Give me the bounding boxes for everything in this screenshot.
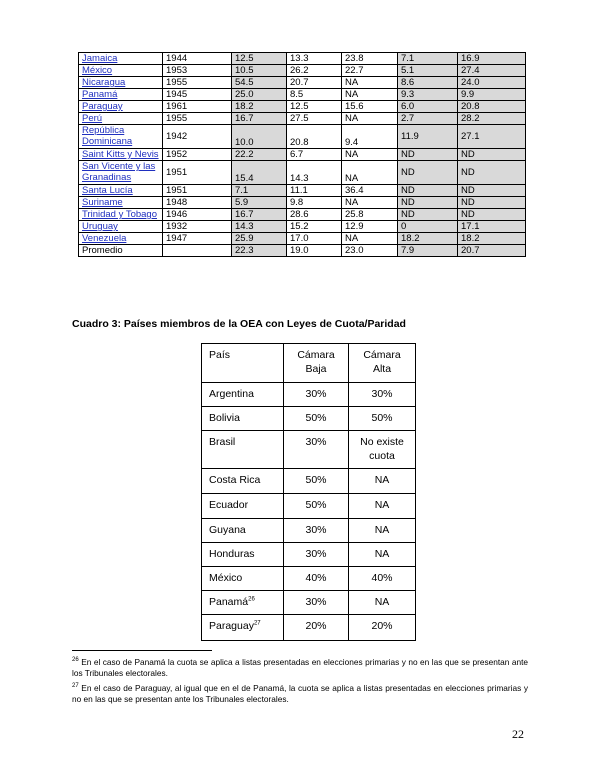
country-link-venezuela[interactable]: Venezuela	[82, 233, 127, 244]
value-cell: 5.9	[232, 197, 287, 209]
value-cell: 16.9	[458, 53, 526, 65]
value-cell: 27.4	[458, 65, 526, 77]
lower-quota-cell: 50%	[284, 494, 349, 519]
table-row	[79, 149, 526, 161]
value-cell: 15.6	[342, 101, 398, 113]
value-cell: 54.5	[232, 77, 287, 89]
year-cell: 1944	[163, 53, 232, 65]
footnote-ref-26[interactable]: 26	[248, 596, 255, 603]
value-cell: NA	[342, 161, 398, 185]
value-cell: 17.0	[287, 233, 342, 245]
value-cell: 16.7	[232, 209, 287, 221]
year-cell: 1951	[163, 161, 232, 185]
value-cell: 8.6	[398, 77, 458, 89]
table-row	[79, 77, 526, 89]
lower-quota-cell: 30%	[284, 519, 349, 543]
value-cell: 24.0	[458, 77, 526, 89]
value-cell: 14.3	[287, 161, 342, 185]
table-row	[202, 494, 416, 519]
table-caption: Cuadro 3: Países miembros de la OEA con Leyes de Cuota/Paridad	[72, 318, 406, 330]
upper-quota-cell: 20%	[349, 615, 416, 641]
footnote-mark: 27	[72, 683, 79, 690]
country-link-jamaica[interactable]: Jamaica	[82, 53, 118, 64]
value-cell: 8.5	[287, 89, 342, 101]
year-cell: 1932	[163, 221, 232, 233]
table-row	[79, 161, 526, 185]
table-row	[79, 65, 526, 77]
country-link-panama[interactable]: Panamá	[82, 89, 118, 100]
country-cell: Argentina	[202, 383, 284, 407]
lower-quota-cell: 30%	[284, 591, 349, 615]
year-cell: 1945	[163, 89, 232, 101]
value-cell: 19.0	[287, 245, 342, 257]
table-row	[202, 469, 416, 494]
value-cell: 20.8	[458, 101, 526, 113]
footnote-ref-27[interactable]: 27	[253, 620, 261, 627]
value-cell: ND	[458, 209, 526, 221]
value-cell: 27.1	[458, 125, 526, 149]
value-cell: NA	[342, 89, 398, 101]
value-cell: 10.0	[232, 125, 287, 149]
value-cell: ND	[458, 185, 526, 197]
year-cell: 1948	[163, 197, 232, 209]
upper-quota-cell: 50%	[349, 407, 416, 431]
value-cell: 18.2	[232, 101, 287, 113]
value-cell: 9.9	[458, 89, 526, 101]
header-upper-chamber: Cámara Alta	[349, 344, 416, 383]
year-cell: 1952	[163, 149, 232, 161]
quota-law-table	[201, 343, 416, 641]
upper-quota-cell: No existe cuota	[349, 431, 416, 469]
value-cell: ND	[398, 209, 458, 221]
country-link-peru[interactable]: Perú	[82, 113, 103, 124]
country-data-table	[78, 52, 526, 257]
value-cell: 6.7	[287, 149, 342, 161]
lower-quota-cell: 20%	[284, 615, 349, 641]
country-cell: Ecuador	[202, 494, 284, 519]
value-cell: ND	[398, 185, 458, 197]
value-cell: NA	[342, 149, 398, 161]
country-link-saint-kitts-y-nevis[interactable]: Saint Kitts y Nevis	[82, 149, 159, 160]
country-link-suriname[interactable]: Suriname	[82, 197, 123, 208]
value-cell: 9.8	[287, 197, 342, 209]
value-cell: 11.1	[287, 185, 342, 197]
value-cell: 13.3	[287, 53, 342, 65]
country-link-paraguay[interactable]: Paraguay	[82, 101, 123, 112]
table-row	[202, 431, 416, 469]
value-cell: 14.3	[232, 221, 287, 233]
value-cell: 11.9	[398, 125, 458, 149]
lower-quota-cell: 50%	[284, 469, 349, 494]
lower-quota-cell: 40%	[284, 567, 349, 591]
value-cell: 9.3	[398, 89, 458, 101]
value-cell: 12.5	[232, 53, 287, 65]
value-cell: 15.2	[287, 221, 342, 233]
table-row	[79, 101, 526, 113]
value-cell: 20.7	[458, 245, 526, 257]
country-link-santa-lucia[interactable]: Santa Lucía	[82, 185, 133, 196]
value-cell: NA	[342, 77, 398, 89]
table-header-row	[202, 344, 416, 383]
value-cell: 16.7	[232, 113, 287, 125]
table-row	[79, 233, 526, 245]
value-cell: 22.3	[232, 245, 287, 257]
value-cell: 25.0	[232, 89, 287, 101]
table-row	[79, 197, 526, 209]
value-cell: NA	[342, 113, 398, 125]
country-cell: México	[202, 567, 284, 591]
table-row	[79, 53, 526, 65]
country-link-san-vicente-y-las-granadinas[interactable]: San Vicente y las Granadinas	[82, 161, 156, 183]
footnote-mark: 26	[72, 657, 79, 664]
year-cell: 1942	[163, 125, 232, 149]
lower-quota-cell: 30%	[284, 543, 349, 567]
header-lower-chamber: Cámara Baja	[284, 344, 349, 383]
value-cell: 12.9	[342, 221, 398, 233]
value-cell: 22.2	[232, 149, 287, 161]
year-cell: 1946	[163, 209, 232, 221]
country-cell: Panamá$^{26}$	[202, 591, 284, 615]
value-cell: 5.1	[398, 65, 458, 77]
country-link-uruguay[interactable]: Uruguay	[82, 221, 118, 232]
value-cell: 6.0	[398, 101, 458, 113]
table-row	[202, 615, 416, 641]
value-cell: NA	[342, 233, 398, 245]
value-cell: 12.5	[287, 101, 342, 113]
upper-quota-cell: 30%	[349, 383, 416, 407]
value-cell: 18.2	[458, 233, 526, 245]
value-cell: 10.5	[232, 65, 287, 77]
country-cell: Paraguay$^{27}$	[202, 615, 284, 641]
value-cell: 25.8	[342, 209, 398, 221]
country-cell: Bolivia	[202, 407, 284, 431]
footnote-27: $^{27}$ En el caso de Paraguay, al igual que en el de Panamá, la cuota se aplica a listas presentadas en elecciones primarias y no en las que se presentan ante los Tribunales electorales.	[72, 683, 528, 704]
value-cell: ND	[398, 149, 458, 161]
year-cell: 1953	[163, 65, 232, 77]
lower-quota-cell: 30%	[284, 431, 349, 469]
upper-quota-cell: NA	[349, 591, 416, 615]
value-cell: 26.2	[287, 65, 342, 77]
year-cell: 1955	[163, 77, 232, 89]
value-cell: 0	[398, 221, 458, 233]
value-cell: ND	[458, 161, 526, 185]
upper-quota-cell: NA	[349, 494, 416, 519]
country-link-mexico[interactable]: México	[82, 65, 113, 76]
value-cell: 23.8	[342, 53, 398, 65]
value-cell: 17.1	[458, 221, 526, 233]
value-cell: 28.2	[458, 113, 526, 125]
value-cell: 2.7	[398, 113, 458, 125]
value-cell: 23.0	[342, 245, 398, 257]
footnote-26: $^{26}$ En el caso de Panamá la cuota se aplica a listas presentadas en elecciones primarias y no en las que se presentan ante los Tribunales electorales.	[72, 657, 528, 678]
country-cell: Costa Rica	[202, 469, 284, 494]
value-cell: 22.7	[342, 65, 398, 77]
value-cell: 7.1	[232, 185, 287, 197]
value-cell: 28.6	[287, 209, 342, 221]
value-cell: 15.4	[232, 161, 287, 185]
value-cell: 9.4	[342, 125, 398, 149]
upper-quota-cell: NA	[349, 543, 416, 567]
page-number: 22	[512, 727, 524, 741]
upper-quota-cell: 40%	[349, 567, 416, 591]
table-row	[202, 591, 416, 615]
value-cell: 7.1	[398, 53, 458, 65]
value-cell: 27.5	[287, 113, 342, 125]
year-cell	[163, 245, 232, 257]
value-cell: NA	[342, 197, 398, 209]
table-row	[202, 407, 416, 431]
table-row	[79, 209, 526, 221]
table-row	[79, 125, 526, 149]
value-cell: 7.9	[398, 245, 458, 257]
table-row	[79, 185, 526, 197]
footnote-divider	[72, 650, 212, 651]
value-cell: ND	[458, 149, 526, 161]
upper-quota-cell: NA	[349, 469, 416, 494]
value-cell: ND	[458, 197, 526, 209]
country-link-nicaragua[interactable]: Nicaragua	[82, 77, 126, 88]
value-cell: ND	[398, 161, 458, 185]
table-row	[202, 567, 416, 591]
value-cell: 36.4	[342, 185, 398, 197]
country-cell: Brasil	[202, 431, 284, 469]
country-cell: Honduras	[202, 543, 284, 567]
country-cell: Guyana	[202, 519, 284, 543]
country-link-republica-dominicana[interactable]: República Dominicana	[82, 125, 133, 147]
value-cell: 20.7	[287, 77, 342, 89]
table-row	[79, 113, 526, 125]
country-link-trinidad-y-tobago[interactable]: Trinidad y Tobago	[82, 209, 157, 220]
year-cell: 1961	[163, 101, 232, 113]
upper-quota-cell: NA	[349, 519, 416, 543]
value-cell: 25.9	[232, 233, 287, 245]
year-cell: 1947	[163, 233, 232, 245]
lower-quota-cell: 50%	[284, 407, 349, 431]
lower-quota-cell: 30%	[284, 383, 349, 407]
table-row	[202, 543, 416, 567]
year-cell: 1951	[163, 185, 232, 197]
value-cell: ND	[398, 197, 458, 209]
table-row	[79, 89, 526, 101]
value-cell: 20.8	[287, 125, 342, 149]
table-row-average	[79, 245, 526, 257]
table-row	[202, 519, 416, 543]
table-row	[79, 221, 526, 233]
table-row	[202, 383, 416, 407]
year-cell: 1955	[163, 113, 232, 125]
header-country: País	[202, 344, 284, 383]
average-label: Promedio	[79, 245, 163, 257]
value-cell: 18.2	[398, 233, 458, 245]
